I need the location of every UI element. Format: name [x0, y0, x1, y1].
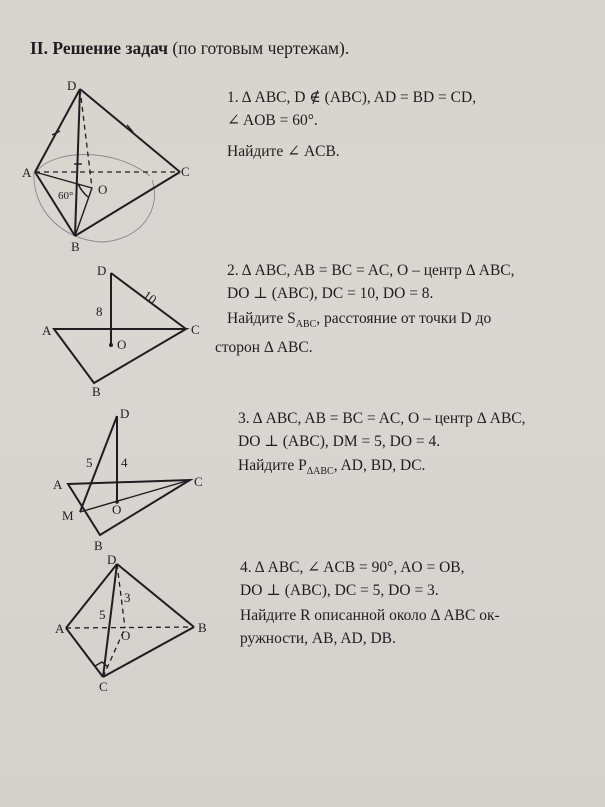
- problem-4-text: [228, 556, 500, 650]
- problem-4-question: Найдите R описанной около Δ ABC ок-: [240, 607, 500, 624]
- label-D: D: [120, 406, 130, 421]
- label-DO-length: 4: [121, 455, 128, 470]
- label-A: A: [55, 621, 65, 636]
- problem-1-given: 1. Δ ABC, D ∉ (ABC), AD = BD = CD,: [227, 89, 477, 106]
- label-O: O: [117, 337, 127, 352]
- label-angle-60: 60°: [58, 190, 74, 202]
- label-D: D: [67, 78, 77, 93]
- problem-4-question-cont: ружности, AB, AD, DB.: [240, 630, 396, 647]
- figure-1: [22, 80, 207, 255]
- label-C: C: [191, 322, 200, 337]
- edge-CB: [103, 627, 194, 677]
- segment-BO: [75, 188, 92, 236]
- problem-2-question-cont: сторон Δ ABC.: [215, 339, 313, 357]
- problem-3-question-sub: ΔABC: [306, 466, 334, 478]
- problem-3-given-2: DO ⊥ (ABC), DM = 5, DO = 4.: [238, 433, 441, 450]
- edge-DA: [35, 89, 80, 172]
- figure-4: [55, 552, 220, 697]
- problem-4-given-2: DO ⊥ (ABC), DC = 5, DO = 3.: [240, 582, 439, 599]
- section-heading-rest: (по готовым чертежам).: [168, 38, 350, 58]
- label-O: O: [98, 182, 108, 197]
- label-D: D: [97, 263, 107, 278]
- problem-2-given: 2. Δ ABC, AB = BC = AC, O – центр Δ ABC,: [227, 262, 515, 279]
- problem-3-given: 3. Δ ABC, AB = BC = AC, O – центр Δ ABC,: [238, 410, 526, 427]
- label-A: A: [53, 477, 63, 492]
- label-B: B: [198, 620, 207, 635]
- label-DO-length: 8: [96, 304, 103, 319]
- label-B: B: [92, 384, 101, 399]
- problem-2-question-sub: ABC: [295, 319, 317, 331]
- triangle-ABC: [68, 480, 190, 535]
- problem-1-question: Найдите ∠ ACB.: [227, 143, 340, 160]
- problem-2-question: [215, 307, 515, 336]
- problem-2-text: [215, 259, 515, 359]
- label-C: C: [194, 474, 203, 489]
- label-DO-length: 3: [124, 590, 131, 605]
- label-O: O: [112, 502, 122, 517]
- problem-3-text: [238, 407, 526, 483]
- segment-DO: [80, 89, 92, 188]
- label-O: O: [121, 628, 131, 643]
- edge-DC: [80, 89, 180, 172]
- label-B: B: [94, 538, 103, 553]
- figure-3: [48, 405, 223, 555]
- problem-2-question-end: , расстояние от точки D до: [316, 310, 492, 327]
- right-angle-C: [95, 662, 108, 667]
- label-A: A: [22, 165, 32, 180]
- problem-2-question-start: Найдите S: [227, 310, 296, 327]
- problem-3-question-start: Найдите P: [238, 457, 307, 474]
- problem-3-question-end: , AD, BD, DC.: [333, 457, 426, 474]
- edge-DB: [75, 89, 80, 236]
- label-DM-length: 5: [86, 455, 93, 470]
- point-O: [109, 343, 113, 347]
- problem-1-text: [227, 86, 476, 163]
- figure-1-circle: [34, 172, 155, 242]
- figure-1-circle-top: [36, 155, 150, 177]
- problem-2-given-2: DO ⊥ (ABC), DC = 10, DO = 8.: [227, 285, 434, 302]
- label-C: C: [99, 679, 108, 694]
- figure-2: [38, 262, 213, 402]
- label-A: A: [42, 323, 52, 338]
- label-DC-length: 10: [140, 287, 160, 308]
- problem-4-given: 4. Δ ABC, ∠ ACB = 90°, AO = OB,: [240, 559, 465, 576]
- problem-1-given-2: ∠ AOB = 60°.: [227, 112, 318, 129]
- section-heading-bold: II. Решение задач: [30, 38, 169, 58]
- label-B: B: [71, 239, 80, 254]
- label-DC-length: 5: [99, 607, 106, 622]
- problem-3-question: [238, 454, 526, 483]
- segment-MC: [80, 480, 190, 512]
- label-D: D: [107, 552, 117, 567]
- section-heading: [30, 38, 349, 59]
- edge-AC: [66, 628, 103, 677]
- label-M: M: [62, 508, 74, 523]
- label-C: C: [181, 164, 190, 179]
